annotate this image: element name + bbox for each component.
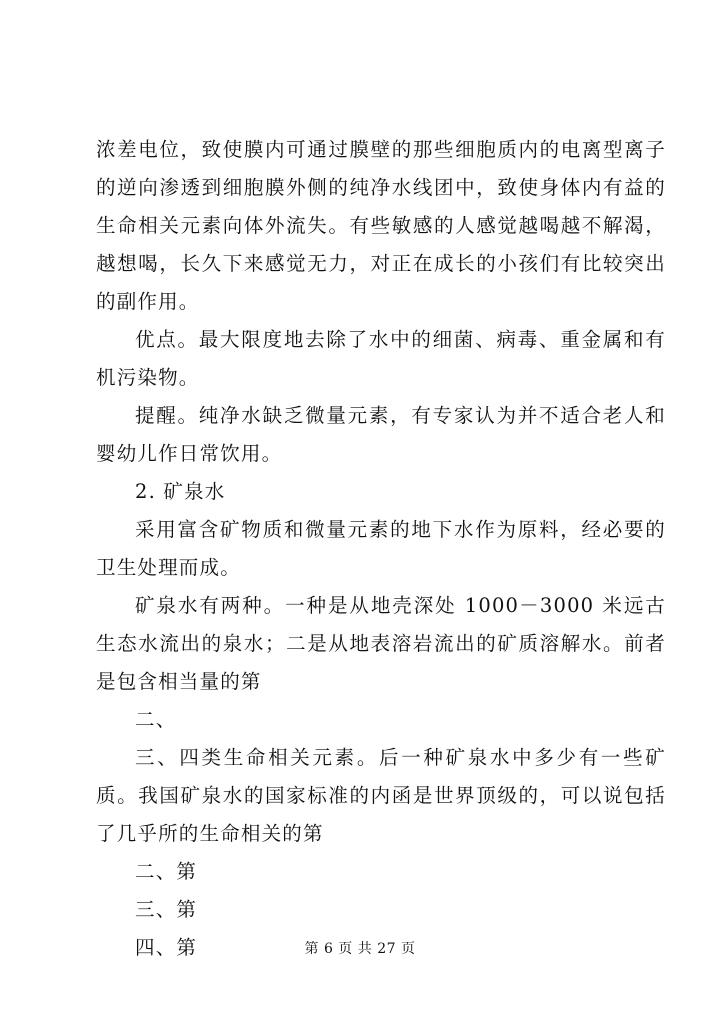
- paragraph: 三、第: [135, 898, 198, 921]
- paragraph: 矿泉水有两种。一种是从地壳深处 1000－3000 米远古生态水流出的泉水；二是从地表溶岩流出的矿质溶解水。前者是包含相当量的第: [96, 594, 666, 693]
- paragraph: 四、第: [135, 936, 198, 959]
- body-text: [96, 131, 666, 967]
- page-footer: 第 6 页 共 27 页: [304, 941, 416, 957]
- paragraph: 优点。最大限度地去除了水中的细菌、病毒、重金属和有机污染物。: [96, 328, 666, 389]
- paragraph: 采用富含矿物质和微量元素的地下水作为原料，经必要的卫生处理而成。: [96, 518, 666, 579]
- paragraph: 提醒。纯净水缺乏微量元素，有专家认为并不适合老人和婴幼儿作日常饮用。: [96, 404, 666, 465]
- paragraph: 二、第: [135, 860, 198, 883]
- section-heading: 2. 矿泉水: [135, 480, 226, 503]
- paragraph: 三、四类生命相关元素。后一种矿泉水中多少有一些矿质。我国矿泉水的国家标准的内函是世界顶级的，可以说包括了几乎所的生命相关的第: [96, 746, 666, 845]
- paragraph: 浓差电位，致使膜内可通过膜壁的那些细胞质内的电离型离子的逆向渗透到细胞膜外侧的纯净水线团中，致使身体内有益的生命相关元素向体外流失。有些敏感的人感觉越喝越不解渴，越想喝，长久下来感觉无力，对正在成长的小孩们有比较突出的副作用。: [96, 138, 666, 313]
- paragraph: 二、: [135, 708, 177, 731]
